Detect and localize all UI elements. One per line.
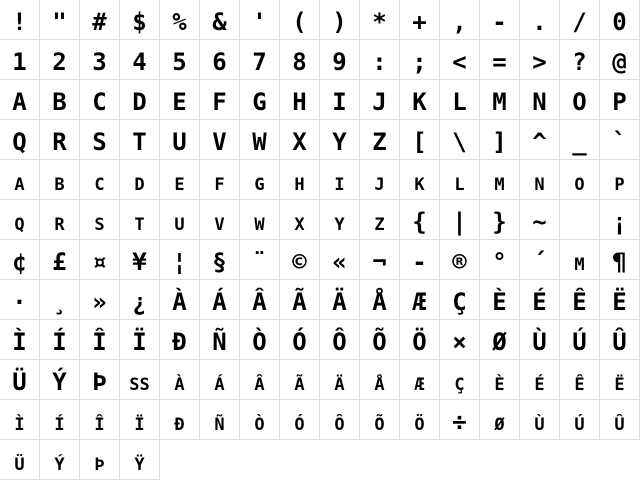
glyph-cell[interactable]: Æ — [400, 280, 440, 320]
glyph-cell[interactable]: ÷ — [440, 400, 480, 440]
glyph-cell[interactable]: ¶ — [600, 240, 640, 280]
glyph-cell[interactable]: 1 — [0, 40, 40, 80]
glyph-cell[interactable]: ° — [480, 240, 520, 280]
glyph-cell[interactable]: ÿ — [120, 440, 160, 480]
glyph-cell[interactable]: s — [80, 200, 120, 240]
glyph-cell[interactable]: ¦ — [160, 240, 200, 280]
glyph-cell[interactable]: Ñ — [200, 320, 240, 360]
glyph-cell[interactable]: Y — [320, 120, 360, 160]
glyph-cell[interactable]: ! — [0, 0, 40, 40]
glyph-cell[interactable]: i — [320, 160, 360, 200]
glyph-cell[interactable]: Ç — [440, 280, 480, 320]
empty-cell — [520, 440, 560, 480]
glyph-cell[interactable]: _ — [560, 120, 600, 160]
glyph-cell[interactable]: < — [440, 40, 480, 80]
empty-cell — [440, 440, 480, 480]
glyph-cell[interactable] — [560, 200, 600, 240]
glyph-cell[interactable]: E — [160, 80, 200, 120]
glyph-cell[interactable]: ú — [560, 400, 600, 440]
glyph-cell[interactable]: P — [600, 80, 640, 120]
glyph-cell[interactable]: e — [160, 160, 200, 200]
glyph-cell[interactable]: û — [600, 400, 640, 440]
glyph-cell[interactable]: ý — [40, 440, 80, 480]
glyph-cell[interactable]: u — [160, 200, 200, 240]
glyph-cell[interactable]: Ã — [280, 280, 320, 320]
glyph-cell[interactable]: Ø — [480, 320, 520, 360]
glyph-cell[interactable]: Q — [0, 120, 40, 160]
glyph-cell[interactable]: â — [240, 360, 280, 400]
glyph-cell[interactable]: o — [560, 160, 600, 200]
glyph-cell[interactable]: ð — [160, 400, 200, 440]
glyph-cell[interactable]: µ — [560, 240, 600, 280]
glyph-cell[interactable]: ¢ — [0, 240, 40, 280]
glyph-cell[interactable]: Z — [360, 120, 400, 160]
glyph-cell[interactable]: Ï — [120, 320, 160, 360]
glyph-cell[interactable]: m — [480, 160, 520, 200]
glyph-cell[interactable]: Ò — [240, 320, 280, 360]
glyph-cell[interactable]: % — [160, 0, 200, 40]
glyph-cell[interactable]: J — [360, 80, 400, 120]
glyph-cell[interactable]: n — [520, 160, 560, 200]
glyph-cell[interactable]: ñ — [200, 400, 240, 440]
glyph-cell[interactable]: ó — [280, 400, 320, 440]
glyph-cell[interactable]: Õ — [360, 320, 400, 360]
glyph-cell[interactable]: ù — [520, 400, 560, 440]
empty-cell — [400, 440, 440, 480]
glyph-cell[interactable]: í — [40, 400, 80, 440]
glyph-cell[interactable]: « — [320, 240, 360, 280]
glyph-cell[interactable]: Å — [360, 280, 400, 320]
glyph-cell[interactable]: . — [520, 0, 560, 40]
glyph-cell[interactable]: M — [480, 80, 520, 120]
glyph-cell[interactable]: V — [200, 120, 240, 160]
glyph-cell[interactable]: z — [360, 200, 400, 240]
glyph-cell[interactable]: Û — [600, 320, 640, 360]
empty-cell — [480, 440, 520, 480]
glyph-cell[interactable]: f — [200, 160, 240, 200]
glyph-cell[interactable]: Ë — [600, 280, 640, 320]
glyph-cell[interactable]: Ü — [0, 360, 40, 400]
empty-cell — [200, 440, 240, 480]
glyph-cell[interactable]: þ — [80, 440, 120, 480]
glyph-cell[interactable]: Ì — [0, 320, 40, 360]
glyph-cell[interactable]: ö — [400, 400, 440, 440]
glyph-cell[interactable]: K — [400, 80, 440, 120]
glyph-cell[interactable]: p — [600, 160, 640, 200]
glyph-cell[interactable]: F — [200, 80, 240, 120]
glyph-cell[interactable]: ï — [120, 400, 160, 440]
glyph-cell[interactable]: ® — [440, 240, 480, 280]
glyph-cell[interactable]: 8 — [280, 40, 320, 80]
glyph-cell[interactable]: ? — [560, 40, 600, 80]
glyph-cell[interactable]: ´ — [520, 240, 560, 280]
empty-cell — [360, 440, 400, 480]
glyph-cell[interactable]: Ý — [40, 360, 80, 400]
glyph-cell[interactable]: 4 — [120, 40, 160, 80]
glyph-cell[interactable]: Â — [240, 280, 280, 320]
glyph-cell[interactable]: y — [320, 200, 360, 240]
glyph-cell[interactable]: O — [560, 80, 600, 120]
glyph-cell[interactable]: @ — [600, 40, 640, 80]
glyph-cell[interactable]: \ — [440, 120, 480, 160]
glyph-cell[interactable]: ç — [440, 360, 480, 400]
glyph-cell[interactable]: Ä — [320, 280, 360, 320]
glyph-cell[interactable]: É — [520, 280, 560, 320]
glyph-cell[interactable]: U — [160, 120, 200, 160]
glyph-cell[interactable]: ß — [120, 360, 160, 400]
glyph-cell[interactable]: ^ — [520, 120, 560, 160]
empty-cell — [560, 440, 600, 480]
glyph-cell[interactable]: × — [440, 320, 480, 360]
glyph-cell[interactable]: ] — [480, 120, 520, 160]
glyph-cell[interactable]: r — [40, 200, 80, 240]
glyph-cell[interactable]: ô — [320, 400, 360, 440]
glyph-cell[interactable]: k — [400, 160, 440, 200]
glyph-cell[interactable]: ê — [560, 360, 600, 400]
glyph-cell[interactable]: / — [560, 0, 600, 40]
glyph-cell[interactable]: ¸ — [40, 280, 80, 320]
glyph-cell[interactable]: ¤ — [80, 240, 120, 280]
glyph-cell[interactable]: æ — [400, 360, 440, 400]
glyph-cell[interactable]: 6 — [200, 40, 240, 80]
glyph-cell[interactable]: » — [80, 280, 120, 320]
glyph-cell[interactable]: Þ — [80, 360, 120, 400]
glyph-cell[interactable]: " — [40, 0, 80, 40]
glyph-cell[interactable]: b — [40, 160, 80, 200]
glyph-cell[interactable]: Ô — [320, 320, 360, 360]
glyph-cell[interactable]: ( — [280, 0, 320, 40]
glyph-cell[interactable]: Ó — [280, 320, 320, 360]
glyph-cell[interactable]: ì — [0, 400, 40, 440]
glyph-cell[interactable]: ; — [400, 40, 440, 80]
glyph-cell[interactable]: + — [400, 0, 440, 40]
glyph-cell[interactable]: ) — [320, 0, 360, 40]
glyph-cell[interactable]: d — [120, 160, 160, 200]
glyph-cell[interactable]: ò — [240, 400, 280, 440]
glyph-cell[interactable]: § — [200, 240, 240, 280]
glyph-cell[interactable]: à — [160, 360, 200, 400]
glyph-cell[interactable]: , — [440, 0, 480, 40]
glyph-cell[interactable]: w — [240, 200, 280, 240]
glyph-cell[interactable]: a — [0, 160, 40, 200]
glyph-cell[interactable]: ¨ — [240, 240, 280, 280]
empty-cell — [160, 440, 200, 480]
glyph-cell[interactable]: } — [480, 200, 520, 240]
glyph-cell[interactable]: : — [360, 40, 400, 80]
empty-cell — [320, 440, 360, 480]
glyph-cell[interactable]: X — [280, 120, 320, 160]
glyph-cell[interactable]: B — [40, 80, 80, 120]
glyph-cell[interactable]: - — [480, 0, 520, 40]
glyph-cell[interactable]: 3 — [80, 40, 120, 80]
glyph-cell[interactable]: Í — [40, 320, 80, 360]
glyph-cell[interactable]: î — [80, 400, 120, 440]
glyph-cell[interactable]: | — [440, 200, 480, 240]
glyph-cell[interactable]: 0 — [600, 0, 640, 40]
glyph-cell[interactable]: N — [520, 80, 560, 120]
glyph-cell[interactable]: L — [440, 80, 480, 120]
glyph-cell[interactable]: q — [0, 200, 40, 240]
glyph-cell[interactable]: 7 — [240, 40, 280, 80]
glyph-cell[interactable]: 9 — [320, 40, 360, 80]
glyph-cell[interactable]: c — [80, 160, 120, 200]
empty-cell — [240, 440, 280, 480]
glyph-cell[interactable]: v — [200, 200, 240, 240]
glyph-cell[interactable]: C — [80, 80, 120, 120]
glyph-cell[interactable]: W — [240, 120, 280, 160]
glyph-cell[interactable]: [ — [400, 120, 440, 160]
glyph-cell[interactable]: & — [200, 0, 240, 40]
glyph-cell[interactable]: ¿ — [120, 280, 160, 320]
glyph-cell[interactable]: { — [400, 200, 440, 240]
glyph-cell[interactable]: · — [0, 280, 40, 320]
glyph-cell[interactable]: Ù — [520, 320, 560, 360]
glyph-cell[interactable]: j — [360, 160, 400, 200]
glyph-cell[interactable]: l — [440, 160, 480, 200]
glyph-cell[interactable]: 5 — [160, 40, 200, 80]
glyph-cell[interactable]: ã — [280, 360, 320, 400]
glyph-cell[interactable]: © — [280, 240, 320, 280]
glyph-cell[interactable]: Î — [80, 320, 120, 360]
glyph-cell[interactable]: > — [520, 40, 560, 80]
glyph-cell[interactable]: A — [0, 80, 40, 120]
glyph-cell[interactable]: D — [120, 80, 160, 120]
glyph-cell[interactable]: x — [280, 200, 320, 240]
glyph-cell[interactable]: £ — [40, 240, 80, 280]
glyph-cell[interactable]: ~ — [520, 200, 560, 240]
glyph-cell[interactable]: å — [360, 360, 400, 400]
glyph-cell[interactable]: é — [520, 360, 560, 400]
glyph-cell[interactable]: I — [320, 80, 360, 120]
glyph-cell[interactable]: ' — [240, 0, 280, 40]
glyph-cell[interactable]: ` — [600, 120, 640, 160]
glyph-cell[interactable]: È — [480, 280, 520, 320]
glyph-cell[interactable]: ¡ — [600, 200, 640, 240]
glyph-cell[interactable]: ¬ — [360, 240, 400, 280]
glyph-cell[interactable]: Ú — [560, 320, 600, 360]
glyph-cell[interactable]: Ö — [400, 320, 440, 360]
empty-cell — [280, 440, 320, 480]
glyph-cell[interactable]: T — [120, 120, 160, 160]
glyph-cell[interactable]: ë — [600, 360, 640, 400]
glyph-cell[interactable]: ¥ — [120, 240, 160, 280]
glyph-cell[interactable]: õ — [360, 400, 400, 440]
glyph-cell[interactable]: ä — [320, 360, 360, 400]
glyph-cell[interactable]: Á — [200, 280, 240, 320]
empty-cell — [600, 440, 640, 480]
glyph-cell[interactable]: 2 — [40, 40, 80, 80]
glyph-cell[interactable]: á — [200, 360, 240, 400]
glyph-cell[interactable]: # — [80, 0, 120, 40]
glyph-cell[interactable]: $ — [120, 0, 160, 40]
glyph-cell[interactable]: è — [480, 360, 520, 400]
glyph-cell[interactable]: * — [360, 0, 400, 40]
glyph-cell[interactable]: À — [160, 280, 200, 320]
glyph-cell[interactable]: ü — [0, 440, 40, 480]
glyph-cell[interactable]: = — [480, 40, 520, 80]
glyph-cell[interactable]: t — [120, 200, 160, 240]
glyph-cell[interactable]: ø — [480, 400, 520, 440]
glyph-cell[interactable]: Ê — [560, 280, 600, 320]
glyph-cell[interactable]: H — [280, 80, 320, 120]
glyph-cell[interactable]: G — [240, 80, 280, 120]
glyph-cell[interactable]: g — [240, 160, 280, 200]
glyph-cell[interactable]: - — [400, 240, 440, 280]
glyph-cell[interactable]: R — [40, 120, 80, 160]
glyph-cell[interactable]: Ð — [160, 320, 200, 360]
glyph-cell[interactable]: h — [280, 160, 320, 200]
glyph-cell[interactable]: S — [80, 120, 120, 160]
